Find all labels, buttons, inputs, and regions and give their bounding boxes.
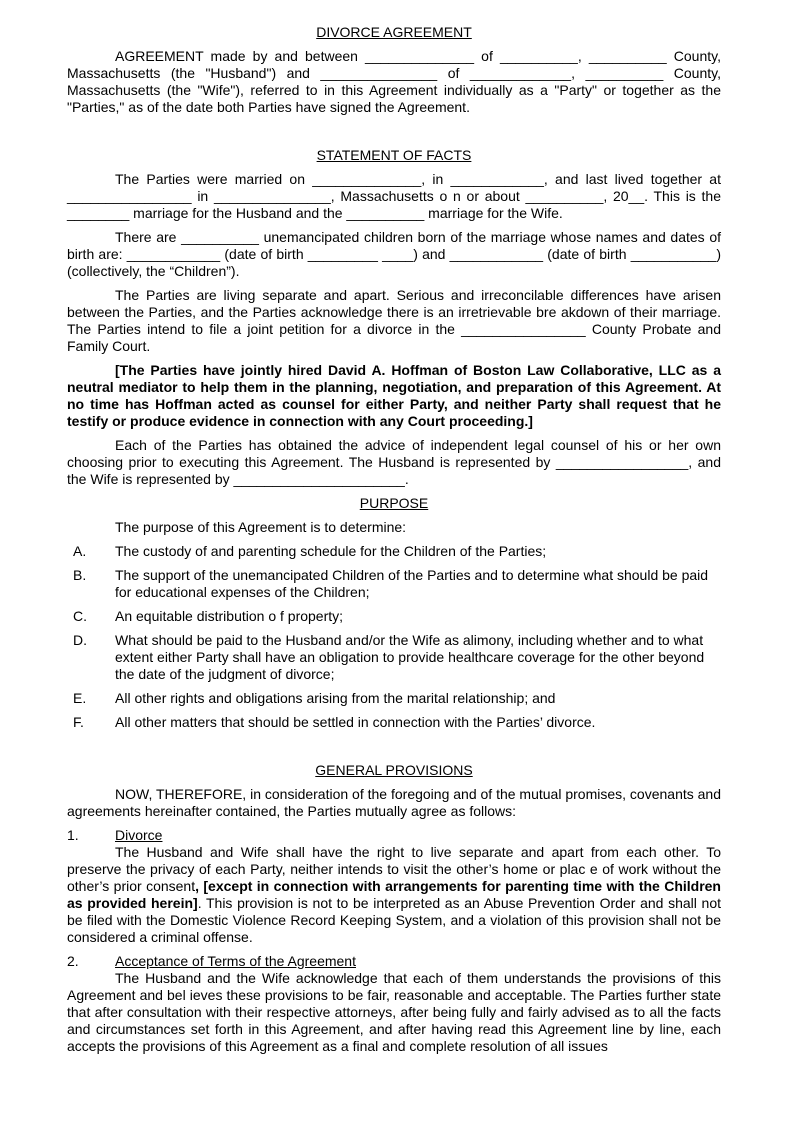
list-item-text: All other rights and obligations arising from the marital relationship; and [115,690,556,706]
list-item-text: All other matters that should be settled in connection with the Parties’ divorce. [115,714,596,730]
purpose-list [67,536,721,731]
statement-of-facts-heading: STATEMENT OF FACTS [316,147,472,163]
list-item [67,690,721,707]
list-item [67,632,721,683]
list-item-letter: F. [73,714,84,730]
list-item [67,543,721,560]
list-item-text: An equitable distribution o f property; [115,608,344,624]
section-1-text-a: The Husband and Wife shall have the right to live separate and apart from each other. To preserve the privacy of each Party, neither intends to visit the other’s home or plac e of work without the other’s prior consent [67,844,721,894]
list-item-letter: B. [73,567,87,583]
section-name: Acceptance of Terms of the Agreement [115,953,356,969]
list-item-text: What should be paid to the Husband and/or the Wife as alimony, including whether and to what extent either Party shall have an obligation to provide healthcare coverage for the other beyond the date of the judgment of divorce; [115,632,705,682]
facts-marriage-paragraph: The Parties were married on ______________, in ____________, and last lived together at ________________ in _______________, Massachusetts o n or about __________, 20__. This is the ________ marriage for the Husband and the __________ marriage for the Wife. [67,171,721,221]
section-number: 2. [67,953,79,969]
section-1-text-bold: , [except in connection with arrangements for parenting time with the Children as provided herein] [67,878,721,911]
list-item-text: The custody of and parenting schedule for the Children of the Parties; [115,543,547,559]
section-1-title [67,827,721,844]
list-item [67,714,721,731]
document-title: DIVORCE AGREEMENT [316,24,472,40]
facts-separation-paragraph: The Parties are living separate and apart. Serious and irreconcilable differences have arisen between the Parties, and the Parties acknowledge there is an irretrievable bre akdown of their marriage. The Parties intend to file a joint petition for a divorce in the ________________ County Probate and Family Court. [67,287,721,354]
section-1-text-b: . This provision is not to be interpreted as an Abuse Prevention Order and shall not be filed with the Domestic Violence Record Keeping System, and a violation of this provision shall not be considered a criminal offense. [67,895,721,945]
purpose-lead: The purpose of this Agreement is to determine: [115,519,407,535]
section-name: Divorce [115,827,163,843]
purpose-heading: PURPOSE [359,495,429,511]
list-item [67,567,721,601]
facts-mediator-paragraph: [The Parties have jointly hired David A. Hoffman of Boston Law Collaborative, LLC as a neutral mediator to help them in the planning, negotiation, and preparation of this Agreement. At no time has Hoffman acted as counsel for either Party, and neither Party shall request that he testify or produce evidence in connection with any Court proceeding.] [67,362,721,429]
section-2-paragraph: The Husband and the Wife acknowledge that each of them understands the provisions of this Agreement and bel ieves these provisions to be fair, reasonable and acceptable. The Parties further state that after consultation with their respective attorneys, after being fully and fairly advised as to all the facts and circumstances set forth in this Agreement, and after having read this Agreement line by line, each accepts the provisions of this Agreement as a final and complete resolution of all issues [67,970,721,1054]
section-1-paragraph [67,844,721,946]
list-item-letter: E. [73,690,87,706]
document-page [67,24,721,1055]
list-item [67,608,721,625]
facts-children-paragraph: There are __________ unemancipated children born of the marriage whose names and dates of birth are: ____________ (date of birth _________ ____) and ____________ (date of birth ___________) (collectively, the “Children”). [67,229,721,279]
list-item-letter: C. [73,608,87,624]
general-lead-paragraph: NOW, THEREFORE, in consideration of the foregoing and of the mutual promises, covenants and agreements hereinafter contained, the Parties mutually agree as follows: [67,786,721,819]
list-item-text: The support of the unemancipated Children of the Parties and to determine what should be paid for educational expenses of the Children; [115,567,709,600]
facts-counsel-paragraph: Each of the Parties has obtained the advice of independent legal counsel of his or her own choosing prior to executing this Agreement. The Husband is represented by _________________, and the Wife is represented by ______________________. [67,437,721,487]
list-item-letter: A. [73,543,87,559]
section-2-title [67,953,721,970]
general-provisions-heading: GENERAL PROVISIONS [315,762,473,778]
list-item-letter: D. [73,632,87,648]
intro-paragraph: AGREEMENT made by and between ______________ of __________, __________ County, Massachusetts (the "Husband") and _______________ of _____________, __________ County, Massachusetts (the "Wife"), referred to in this Agreement individually as a "Party" or together as the "Parties," as of the date both Parties have signed the Agreement. [67,48,721,115]
section-number: 1. [67,827,79,843]
